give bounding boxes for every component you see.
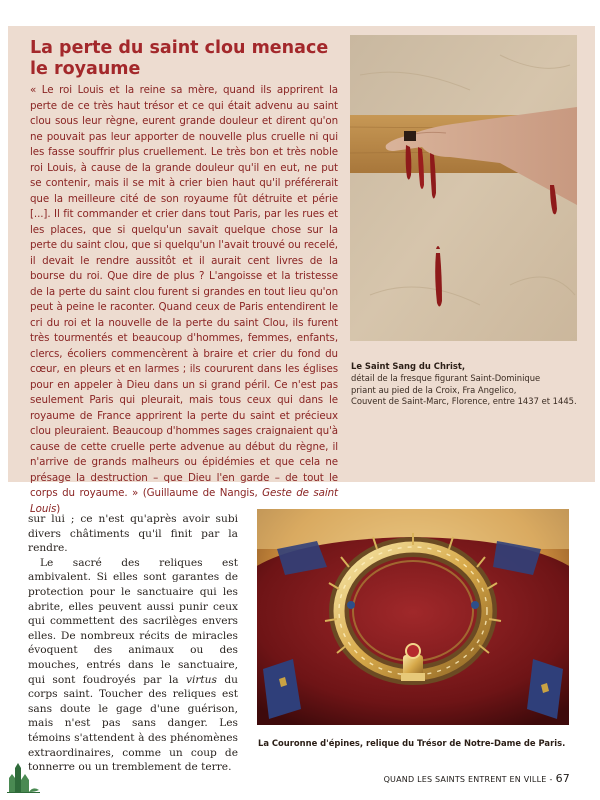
page-number: 67 — [555, 772, 570, 785]
fresco-image — [350, 35, 577, 341]
quote-body: « Le roi Louis et la reine sa mère, quand ils apprirent la perte de ce très haut trésor et ce qui était advenu au saint clou sous leur règne, eurent grande douleur et dirent qu'on ne pouvait pas leur apporter de nouvelle plus cruelle ni qui les fasse souffrir plus cruellement. Le très bon et très noble roi Louis, à cause de la grande douleur qu'il en eut, ne put se contenir, mais il se mit à crier bien haut qu'il préférerait que la meilleure cité de son royaume fût détruite et périe [...]. Il fit commander et crier dans tout Paris, par les rues et les places, que si quelqu'un savait quelque chose sur la perte du saint clou, que si quelqu'un l'avait trouvé ou recelé, il devait le rendre aussitôt et il aurait cent livres de la bourse du roi. Que dire de plus ? L'angoisse et la tristesse de la perte du saint clou furent si grandes en tout lieu qu'on peut à peine le raconter. Quand ceux de Paris entendirent le cri du roi et la nouvelle de la perte du saint Clou, ils furent très tourmentés et beaucoup d'hommes, femmes, enfants, clercs, écoliers commencèrent à braire et crier du fond du cœur, en pleurs et en larmes ; ils coururent dans les églises pour en appeler à Dieu dans un si grand péril. Ce n'est pas seulement Paris qui pleurait, mais tous ceux qui dans le royaume de France apprirent la perte du saint et précieux clou pleuraient. Beaucoup d'hommes sages craignaient qu'à cause de cette cruelle perte advenue au début du règne, il n'arrive de grands malheurs ou épidémies et que cela ne présage la destruction – que Dieu l'en garde – de tout le corps du royaume. » (Guillaume de Nangis, — [30, 84, 338, 499]
fresco-caption — [351, 361, 586, 408]
quote-text — [30, 83, 338, 517]
running-title: QUAND LES SAINTS ENTRENT EN VILLE — [383, 775, 547, 784]
body-paragraph — [28, 556, 238, 775]
body-text — [28, 512, 238, 775]
body-italic-term: virtus — [185, 673, 217, 686]
fresco-caption-line1: détail de la fresque figurant Saint-Dominique — [351, 372, 541, 383]
sidebar-title: La perte du saint clou menace le royaume — [30, 38, 329, 79]
crown-photo-caption: La Couronne d'épines, relique du Trésor de Notre-Dame de Paris. — [258, 738, 566, 748]
footer-separator: - — [549, 775, 553, 784]
page-footer — [384, 772, 570, 785]
fresco-caption-title: Le Saint Sang du Christ, — [351, 361, 466, 371]
body-text-start: Le sacré des reliques est ambivalent. Si elles sont garantes de protection pour le sanctuaire qui les abrite, elles peuvent aussi punir ceux qui commettent des sacrilèges envers elles. De nombreux récits de miracles évoquent des animaux ou des mouches, entrés dans le sanctuaire, qui sont foudroyés par la — [28, 556, 238, 686]
fresco-caption-line3: Couvent de Saint-Marc, Florence, entre 1437 et 1445. — [351, 396, 577, 407]
body-paragraph: sur lui ; ce n'est qu'après avoir subi divers châtiments qu'il finit par la rendre. — [28, 513, 238, 555]
crown-of-thorns-photo — [257, 509, 569, 725]
quote-source: Geste de saint Louis — [30, 487, 338, 515]
decorative-ornament-icon — [5, 760, 41, 794]
sidebar-box — [8, 26, 595, 515]
body-text-end: du corps saint. Toucher des reliques est sans doute le gage d'une guérison, mais n'est pas sans danger. Les témoins s'attendent à des phénomènes extraordinaires, comme un coup de tonnerre ou un tremblement de terre. — [28, 673, 238, 774]
quote-close: ) — [56, 502, 61, 515]
fresco-caption-line2: priant au pied de la Croix, Fra Angelico, — [351, 384, 517, 395]
